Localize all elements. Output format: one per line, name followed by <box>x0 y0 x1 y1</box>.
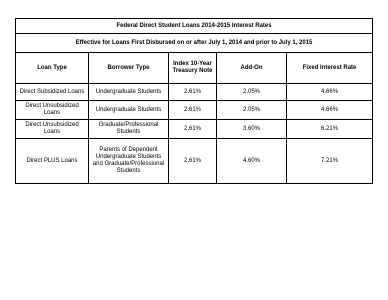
subtitle-row <box>16 34 373 53</box>
add-on-cell: 3.60% <box>217 120 287 139</box>
loan-type-cell: Direct Unsubsidized Loans <box>16 101 89 120</box>
table-subtitle: Effective for Loans First Disbursed on or after July 1, 2014 and prior to July 1, 2015 <box>16 34 373 53</box>
header-index: Index 10-Year Treasury Note <box>169 53 217 84</box>
borrower-type-cell: Undergraduate Students <box>89 101 169 120</box>
loan-type-cell: Direct Unsubsidized Loans <box>16 120 89 139</box>
index-cell: 2.61% <box>169 120 217 139</box>
index-cell: 2.61% <box>169 139 217 184</box>
interest-rate-table <box>15 18 373 184</box>
rate-cell: 6.21% <box>287 120 373 139</box>
header-row <box>16 53 373 84</box>
loan-type-cell: Direct Subsidized Loans <box>16 84 89 101</box>
borrower-type-cell: Graduate/Professional Students <box>89 120 169 139</box>
borrower-type-cell: Parents of Dependent Undergraduate Students and Graduate/Professional Students <box>89 139 169 184</box>
add-on-cell: 2.05% <box>217 84 287 101</box>
index-cell: 2.61% <box>169 84 217 101</box>
rate-table-container <box>15 18 372 184</box>
table-row <box>16 101 373 120</box>
rate-cell: 4.66% <box>287 101 373 120</box>
table-row <box>16 84 373 101</box>
table-row <box>16 139 373 184</box>
header-borrower-type: Borrower Type <box>89 53 169 84</box>
header-add-on: Add-On <box>217 53 287 84</box>
table-title: Federal Direct Student Loans 2014-2015 Interest Rates <box>16 19 373 34</box>
rate-cell: 4.66% <box>287 84 373 101</box>
borrower-type-cell: Undergraduate Students <box>89 84 169 101</box>
header-fixed-rate: Fixed Interest Rate <box>287 53 373 84</box>
title-row <box>16 19 373 34</box>
add-on-cell: 2.05% <box>217 101 287 120</box>
loan-type-cell: Direct PLUS Loans <box>16 139 89 184</box>
index-cell: 2.61% <box>169 101 217 120</box>
header-loan-type: Loan Type <box>16 53 89 84</box>
add-on-cell: 4.60% <box>217 139 287 184</box>
rate-cell: 7.21% <box>287 139 373 184</box>
table-row <box>16 120 373 139</box>
